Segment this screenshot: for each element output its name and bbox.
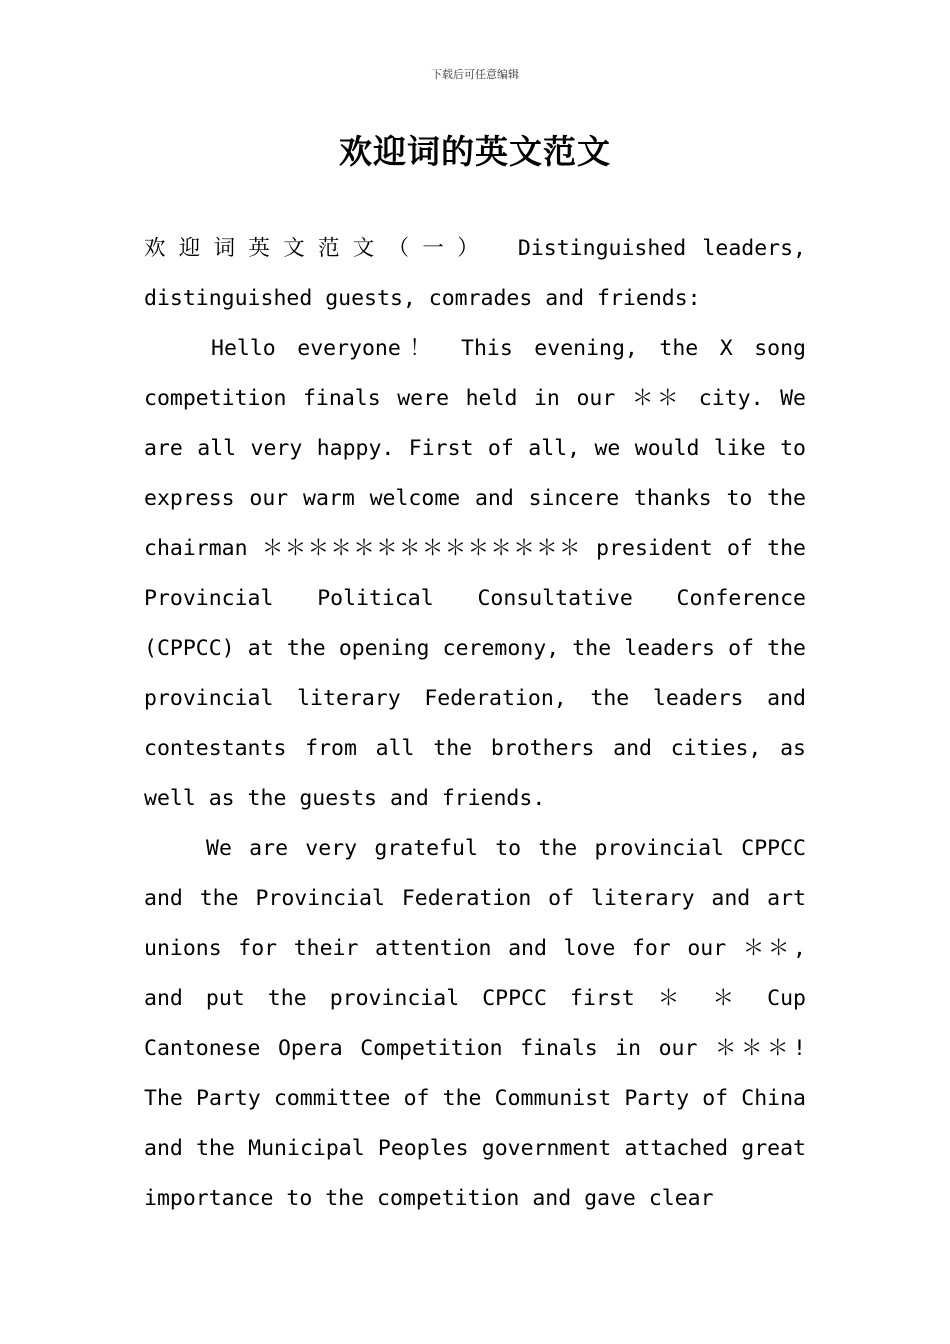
paragraph-3: We are very grateful to the provincial CPPCC and the Provincial Federation of literary and art unions for their attention and love for our ＊＊, and put the provincial CPPCC first ＊ ＊ Cup Cantonese Opera Competition finals in our ＊＊＊! The Party committee of the Communist Party of China and the Municipal Peoples government attached great importance to the competition and gave clear: [144, 836, 806, 1211]
document-body: [144, 224, 806, 1224]
paragraph-1: [144, 224, 806, 324]
document-title: 欢迎词的英文范文: [339, 132, 611, 171]
section-heading: 欢迎词英文范文（一）: [144, 236, 493, 261]
page-header: 下载后可任意编辑: [431, 68, 519, 81]
paragraph-2: Hello everyone！ This evening, the X song competition finals were held in our ＊＊ city. We are all very happy. First of all, we would like to express our warm welcome and sincere thanks to the chairman ＊＊＊＊＊＊＊＊＊＊＊＊＊＊ president of the Provincial Political Consultative Conference (CPPCC) at the opening ceremony, the leaders of the provincial literary Federation, the leaders and contestants from all the brothers and cities, as well as the guests and friends.: [144, 336, 806, 811]
salutation-text: Distinguished leaders, distinguished guests, comrades and friends:: [144, 236, 806, 311]
